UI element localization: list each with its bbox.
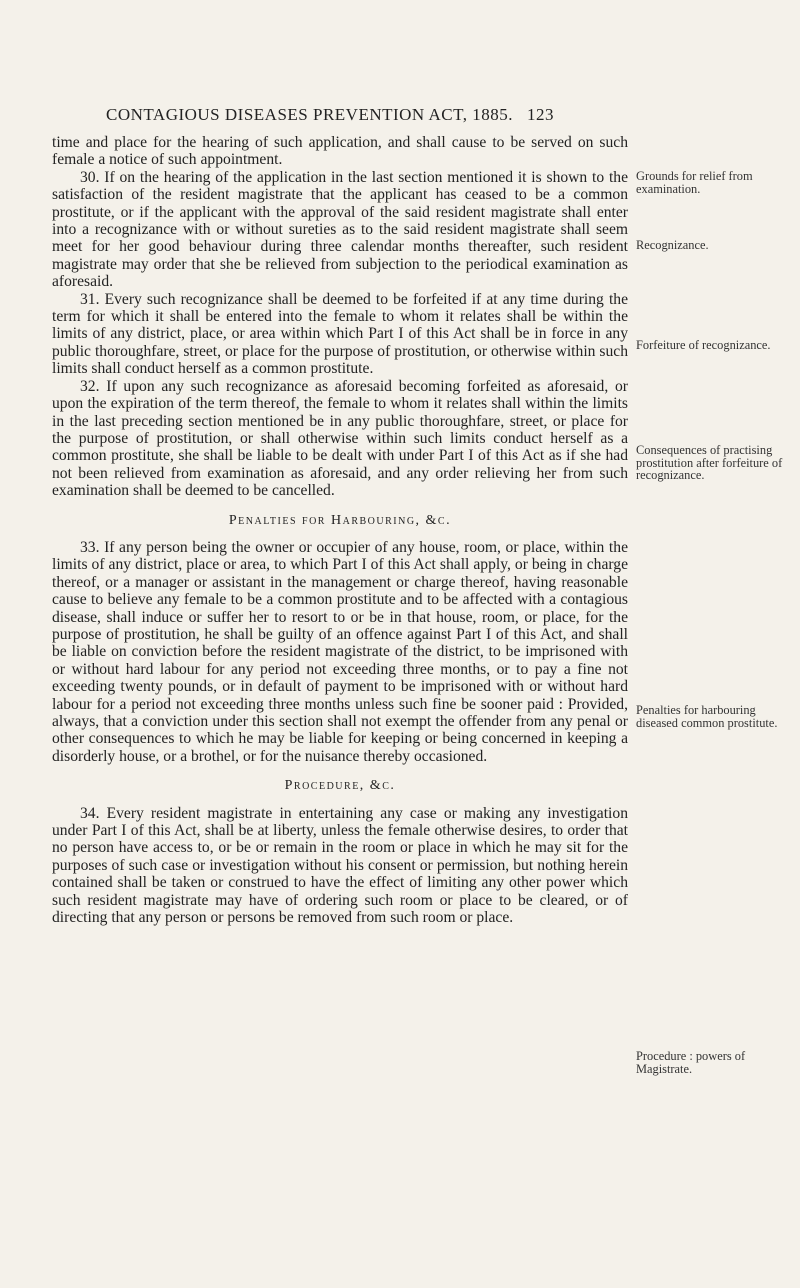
heading-procedure: Procedure, &c. (284, 778, 396, 794)
page-header (106, 105, 706, 125)
body-text (52, 134, 628, 926)
section-32: 32. If upon any such recognizance as aforesaid becoming forfeited as aforesaid, or upon the expiration of the term thereof, the female to whom it relates shall within the limits in the last preceding section mentioned be in any public thoroughfare, street, or place for the purpose of prostitution, or shall otherwise within such limits conduct herself as a common prostitute, she shall be liable to be dealt with under Part I of this Act as if she had not been relieved from examination as aforesaid, and any order relieving her from such examination shall be deemed to be cancelled. (52, 377, 628, 500)
section-30: 30. If on the hearing of the application in the last section mentioned it is shown to the satisfaction of the resident magistrate that the applicant has ceased to be a common prostitute, or if the applicant with the approval of the said resident magistrate shall enter into a recognizance with or without sureties as to the said resident magistrate shall seem meet for her good behaviour during three calendar months thereafter, such resident magistrate may order that she be relieved from subjection to the periodical examination as aforesaid. (52, 168, 628, 291)
margin-note-procedure: Procedure : powers of Magistrate. (636, 1049, 746, 1076)
margin-note-grounds-for-relief: Grounds for relief from examination. (636, 169, 753, 196)
margin-note-consequences: Consequences of practising prostitution after forfeiture of recognizance. (636, 443, 783, 483)
section-33: 33. If any person being the owner or occupier of any house, room, or place, within the limits of any district, place or area, to which Part I of this Act shall apply, or being in charge thereof, or a manager or assistant in the management or charge thereof, having reasonable cause to believe any female to be a common prostitute and to be affected with a contagious disease, shall induce or suffer her to resort to or be in that house, room, or place, for the purpose of prostitution, he shall be guilty of an offence against Part I of this Act, and shall be liable on conviction before the resident magistrate of the district, to be imprisoned with or without hard labour for any period not exceeding three months, or to pay a fine not exceeding twenty pounds, or in default of payment to be imprisoned with or without hard labour for a period not exceeding three months unless such fine be sooner paid : Provided, always, that a conviction under this section shall not exempt the offender from any penal or other consequences to which he may be liable for keeping or being concerned in keeping a disorderly house, or a brothel, or for the nuisance thereby occasioned. (52, 538, 628, 765)
running-title: CONTAGIOUS DISEASES PREVENTION ACT, 1885. (106, 105, 514, 124)
margin-note-penalties-harbouring: Penalties for harbouring diseased common prostitute. (636, 703, 778, 730)
paragraph-continuation: time and place for the hearing of such application, and shall cause to be served on such female a notice of such appointment. (52, 134, 628, 169)
page-number: 123 (527, 105, 555, 124)
section-34: 34. Every resident magistrate in entertaining any case or making any investigation under Part I of this Act, shall be at liberty, unless the female otherwise desires, to order that no person have access to, or be or remain in the room or place in which he may sit for the purposes of such case or investigation without his consent or permission, but nothing herein contained shall be taken or construed to have the effect of limiting any other power which such resident magistrate may have of ordering such room or place to be cleared, or of directing that any person or persons be removed from such room or place. (52, 804, 628, 927)
heading-penalties: Penalties for Harbouring, &c. (228, 512, 452, 528)
section-31: 31. Every such recognizance shall be deemed to be forfeited if at any time during the term for which it shall be entered into the female to whom it relates shall be within the limits of any district, place, or area within which Part I of this Act shall be in force in any public thoroughfare, street, or place for the purpose of prostitution, or otherwise within such limits shall conduct herself as a common prostitute. (52, 290, 628, 378)
margin-note-forfeiture: Forfeiture of recognizance. (636, 338, 771, 352)
margin-note-recognizance: Recognizance. (636, 238, 709, 252)
